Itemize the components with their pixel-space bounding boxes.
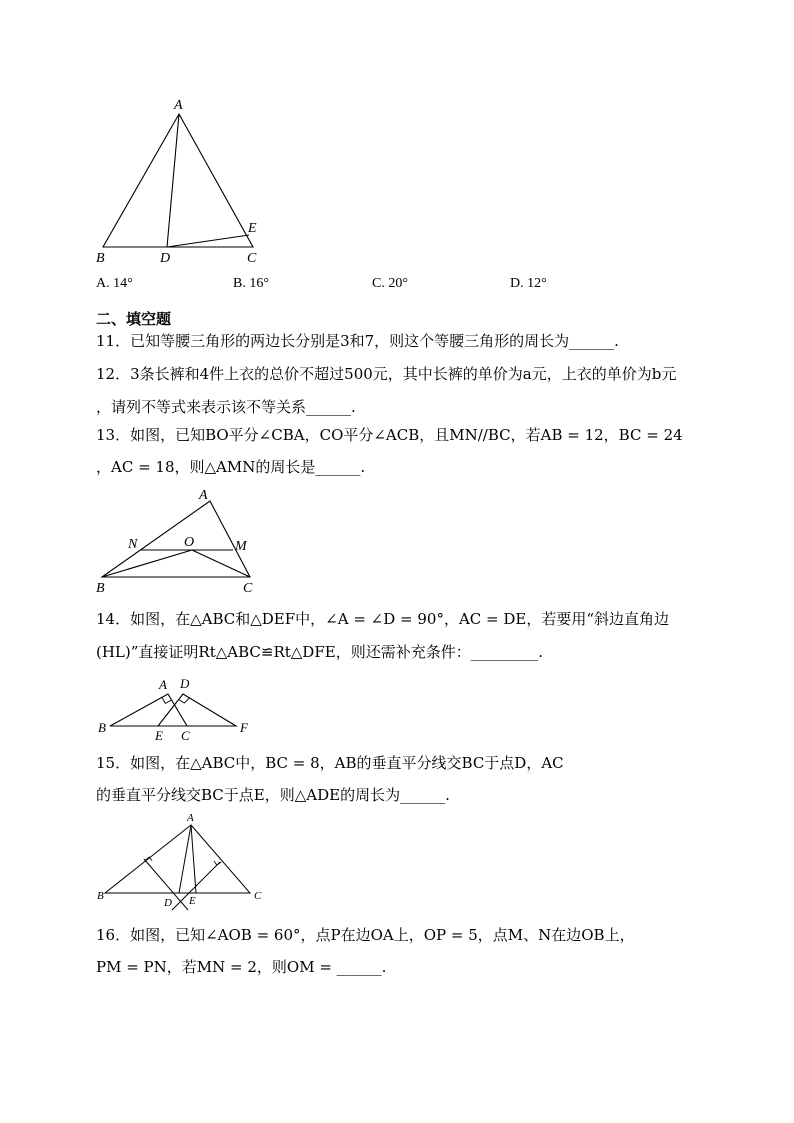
choice-a: A. 14° bbox=[96, 276, 133, 291]
figure-q10 bbox=[90, 92, 270, 267]
label-c: C bbox=[247, 251, 257, 266]
label-a: A bbox=[199, 488, 208, 503]
question-11: 11．已知等腰三角形的两边长分别是3和7，则这个等腰三角形的周长为______. bbox=[96, 332, 619, 350]
label-d: D bbox=[160, 251, 171, 266]
label-a: A bbox=[174, 98, 183, 113]
label-b: B bbox=[96, 251, 105, 266]
label-m: M bbox=[235, 539, 247, 554]
label-a: A bbox=[159, 677, 167, 692]
question-16-line1: 16．如图，已知∠AOB = 60°，点P在边OA上，OP = 5，点M、N在边OB上， bbox=[96, 926, 635, 944]
label-a: A bbox=[187, 812, 194, 824]
segment-bo bbox=[102, 550, 192, 577]
label-n: N bbox=[128, 537, 138, 552]
label-b: B bbox=[97, 890, 104, 902]
label-c: C bbox=[254, 890, 262, 902]
triangle-abc bbox=[105, 825, 250, 893]
choice-b: B. 16° bbox=[233, 276, 269, 291]
label-o: O bbox=[184, 535, 195, 550]
triangle-abc bbox=[102, 501, 250, 577]
question-12-line1: 12．3条长裤和4件上衣的总价不超过500元，其中长裤的单价为a元，上衣的单价为b元 bbox=[96, 365, 677, 383]
segment-ad bbox=[179, 825, 191, 893]
right-angle-d bbox=[179, 698, 190, 704]
question-13-line1: 13．如图，已知BO平分∠CBA，CO平分∠ACB，且MN//BC，若AB = 12，BC = 24 bbox=[96, 426, 683, 444]
question-14-line1: 14．如图，在△ABC和△DEF中，∠A = ∠D = 90°，AC = DE，若要用“斜边直角边 bbox=[96, 610, 670, 628]
figure-q15 bbox=[92, 810, 267, 914]
label-c: C bbox=[243, 581, 253, 596]
question-15-line1: 15．如图，在△ABC中，BC = 8，AB的垂直平分线交BC于点D，AC bbox=[96, 754, 564, 772]
choice-d: D. 12° bbox=[510, 276, 547, 291]
section-heading: 二、填空题 bbox=[96, 310, 172, 328]
choice-c: C. 20° bbox=[372, 276, 408, 291]
segment-ad bbox=[167, 114, 179, 247]
label-b: B bbox=[98, 720, 106, 735]
label-e: E bbox=[155, 728, 163, 743]
segment-de bbox=[167, 235, 249, 247]
label-d: D bbox=[164, 897, 172, 909]
right-angle-ac bbox=[214, 861, 221, 865]
label-d: D bbox=[180, 676, 190, 691]
label-c: C bbox=[181, 728, 190, 743]
triangle-abc bbox=[110, 694, 187, 726]
figure-q13 bbox=[92, 484, 262, 596]
question-16-line2: PM = PN，若MN = 2，则OM = ______. bbox=[96, 958, 387, 976]
segment-ae bbox=[191, 825, 196, 893]
question-14-line2: (HL)”直接证明Rt△ABC≌Rt△DFE，则还需补充条件：_________. bbox=[96, 643, 543, 661]
question-15-line2: 的垂直平分线交BC于点E，则△ADE的周长为______. bbox=[96, 786, 450, 804]
label-f: F bbox=[240, 720, 248, 735]
label-e: E bbox=[248, 221, 257, 236]
perpendicular-bisector-ac bbox=[172, 862, 220, 910]
triangle-def bbox=[158, 694, 236, 726]
label-e: E bbox=[189, 895, 196, 907]
question-13-line2: ，AC = 18，则△AMN的周长是______. bbox=[96, 458, 366, 476]
segment-co bbox=[192, 550, 250, 577]
question-12-line2: ，请列不等式来表示该不等关系______. bbox=[96, 398, 356, 416]
triangle-abc bbox=[103, 114, 253, 247]
figure-q14 bbox=[92, 672, 262, 744]
label-b: B bbox=[96, 581, 105, 596]
